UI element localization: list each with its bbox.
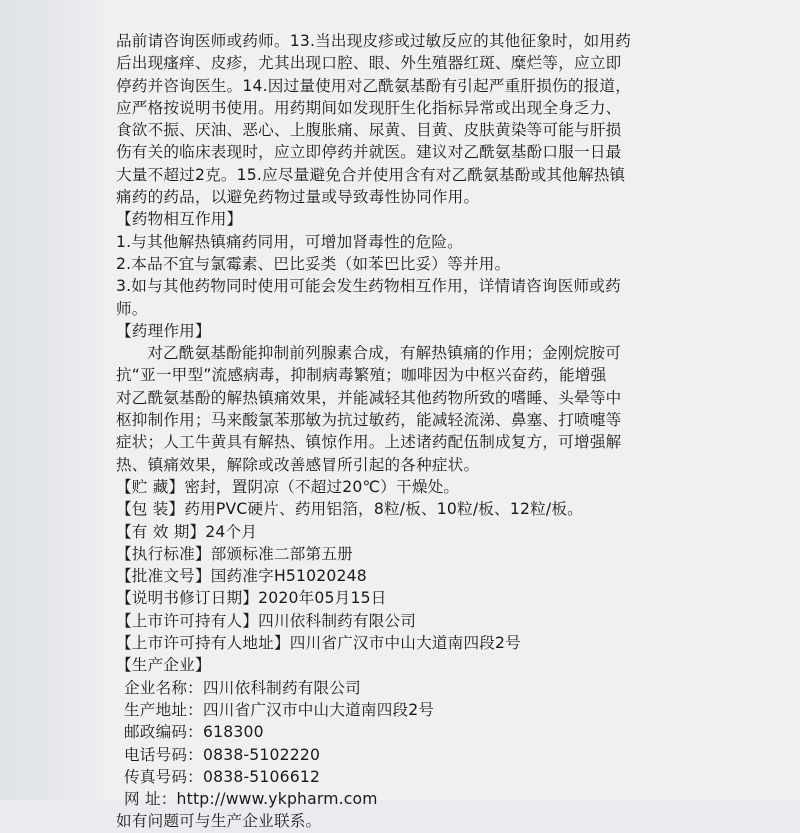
production-address-row <box>116 699 764 721</box>
text-line: 对乙酰氨基酚的解热镇痛效果，并能减轻其他药物所致的嗜睡、头晕等中 <box>116 388 622 407</box>
field-label: 【包 装】 <box>116 500 185 519</box>
packaging-row <box>116 498 764 520</box>
text-line: 对乙酰氨基酚能抑制前列腺素合成，有解热镇痛的作用；金刚烷胺可 <box>147 344 622 363</box>
product-fields <box>116 476 764 654</box>
text-line: 师。 <box>116 299 148 318</box>
pharmacology-section <box>116 320 764 476</box>
text-line: 应严格按说明书使用。用药期间如发现肝生化指标异常或出现全身乏力、 <box>116 98 622 117</box>
field-label: 【说明书修订日期】 <box>116 589 259 608</box>
field-label: 生产地址： <box>124 700 203 719</box>
field-label: 【上市许可持有人】 <box>116 611 259 630</box>
text-line: 食欲不振、厌油、恶心、上腹胀痛、尿黄、目黄、皮肤黄染等可能与肝损 <box>116 121 622 140</box>
storage-row <box>116 476 764 498</box>
text-line: 2.本品不宜与氯霉素、巴比妥类（如苯巴比妥）等并用。 <box>116 254 511 273</box>
mah-row <box>116 610 764 632</box>
field-label: 企业名称： <box>124 678 203 697</box>
section-heading: 【生产企业】 <box>116 656 211 675</box>
field-value: 密封，置阴凉（不超过20℃）干燥处。 <box>184 477 460 496</box>
field-label: 网 址： <box>124 790 177 809</box>
field-value: 部颁标准二部第五册 <box>210 544 353 563</box>
website-link[interactable]: http://www.ykpharm.com <box>176 790 378 809</box>
precautions-continued <box>116 30 764 208</box>
mah-address-row <box>116 632 764 654</box>
field-label: 电话号码： <box>124 745 203 764</box>
field-label: 【批准文号】 <box>116 567 211 586</box>
text-line: 停药并咨询医生。14.因过量使用对乙酰氨基酚有引起严重肝损伤的报道， <box>116 76 632 95</box>
company-name-row <box>116 677 764 699</box>
field-value: 0838-5106612 <box>202 767 321 786</box>
field-value: 四川依科制药有限公司 <box>202 678 361 697</box>
text-line: 枢抑制作用；马来酸氯苯那敏为抗过敏药，能减轻流涕、鼻塞、打喷嚏等 <box>116 411 622 430</box>
text-line: 3.如与其他药物同时使用可能会发生药物相互作用，详情请咨询医师或药 <box>116 277 621 296</box>
section-heading: 【药理作用】 <box>116 321 211 340</box>
text-line: 痛药的药品，以避免药物过量或导致毒性协同作用。 <box>116 188 480 207</box>
standard-row <box>116 543 764 565</box>
field-value: 国药准字H51020248 <box>210 567 367 586</box>
contact-note: 如有问题可与生产企业联系。 <box>116 812 322 831</box>
field-value: 618300 <box>202 723 264 742</box>
text-line: 后出现瘙痒、皮疹，尤其出现口腔、眼、外生殖器红斑、糜烂等，应立即 <box>116 54 622 73</box>
field-value: 0838-5102220 <box>202 745 321 764</box>
field-value: 24个月 <box>205 522 258 541</box>
shelf-life-row <box>116 521 764 543</box>
field-value: 药用PVC硬片、药用铝箔，8粒/板、10粒/板、12粒/板。 <box>184 500 583 519</box>
postal-code-row <box>116 721 764 743</box>
text-line: 热、镇痛效果，解除或改善感冒所引起的各种症状。 <box>116 455 480 474</box>
field-label: 【执行标准】 <box>116 544 211 563</box>
insert-text <box>116 30 764 833</box>
field-value: 四川依科制药有限公司 <box>258 611 417 630</box>
text-line: 症状；人工牛黄具有解热、镇惊作用。上述诸药配伍制成复方，可增强解 <box>116 433 622 452</box>
approval-number-row <box>116 565 764 587</box>
section-heading: 【药物相互作用】 <box>116 210 243 229</box>
field-label: 传真号码： <box>124 767 203 786</box>
field-label: 【有 效 期】 <box>116 522 206 541</box>
field-value: 2020年05月15日 <box>258 589 387 608</box>
drug-interactions-section <box>116 208 764 319</box>
text-line: 品前请咨询医师或药师。13.当出现皮疹或过敏反应的其他征象时，如用药 <box>116 32 632 50</box>
phone-row <box>116 744 764 766</box>
website-row <box>116 788 764 810</box>
field-value: 四川省广汉市中山大道南四段2号 <box>289 634 521 653</box>
text-line: 伤有关的临床表现时，应立即停药并就医。建议对乙酰氨基酚口服一日最 <box>116 143 622 162</box>
fax-row <box>116 766 764 788</box>
field-label: 邮政编码： <box>124 723 203 742</box>
manufacturer-section <box>116 654 764 832</box>
text-line: 大量不超过2克。15.应尽量避免合并使用含有对乙酰氨基酚或其他解热镇 <box>116 165 626 184</box>
field-value: 四川省广汉市中山大道南四段2号 <box>202 700 435 719</box>
field-label: 【上市许可持有人地址】 <box>116 634 290 653</box>
text-line: 抗“亚一甲型”流感病毒，抑制病毒繁殖；咖啡因为中枢兴奋药，能增强 <box>116 366 607 385</box>
field-label: 【贮 藏】 <box>116 477 185 496</box>
revision-date-row <box>116 587 764 609</box>
text-line: 1.与其他解热镇痛药同用，可增加肾毒性的危险。 <box>116 232 463 251</box>
